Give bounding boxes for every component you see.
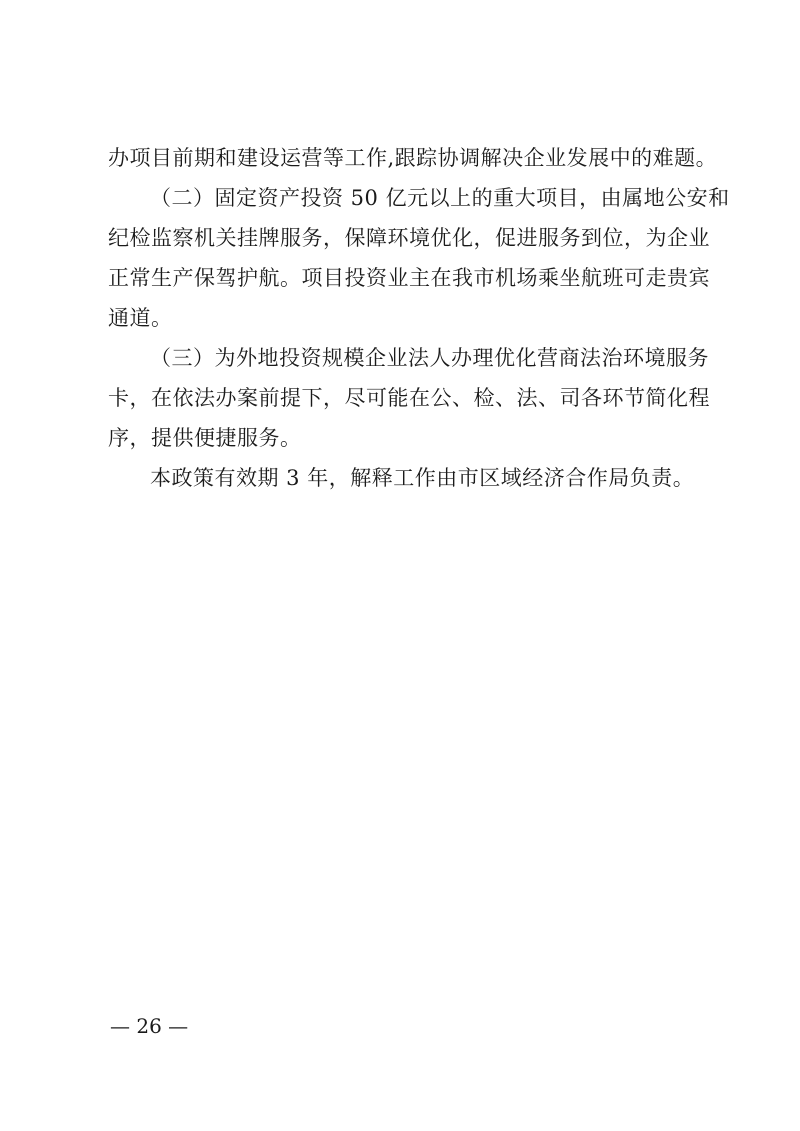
paragraph-line-7: 卡，在依法办案前提下，尽可能在公、检、法、司各环节简化程 bbox=[108, 386, 710, 410]
paragraph-line-9: 本政策有效期 3 年，解释工作由市区域经济合作局负责。 bbox=[150, 466, 695, 490]
paragraph-line-3: 纪检监察机关挂牌服务，保障环境优化，促进服务到位，为企业 bbox=[108, 226, 710, 250]
paragraph-line-5: 通道。 bbox=[108, 306, 173, 330]
paragraph-line-1: 办项目前期和建设运营等工作,跟踪协调解决企业发展中的难题。 bbox=[108, 146, 718, 170]
page-number: — 26 — bbox=[110, 1014, 189, 1038]
paragraph-line-8: 序，提供便捷服务。 bbox=[108, 426, 302, 450]
paragraph-line-2: （二）固定资产投资 50 亿元以上的重大项目，由属地公安和 bbox=[150, 186, 730, 210]
paragraph-line-6: （三）为外地投资规模企业法人办理优化营商法治环境服务 bbox=[150, 346, 709, 370]
paragraph-line-4: 正常生产保驾护航。项目投资业主在我市机场乘坐航班可走贵宾 bbox=[108, 266, 710, 290]
